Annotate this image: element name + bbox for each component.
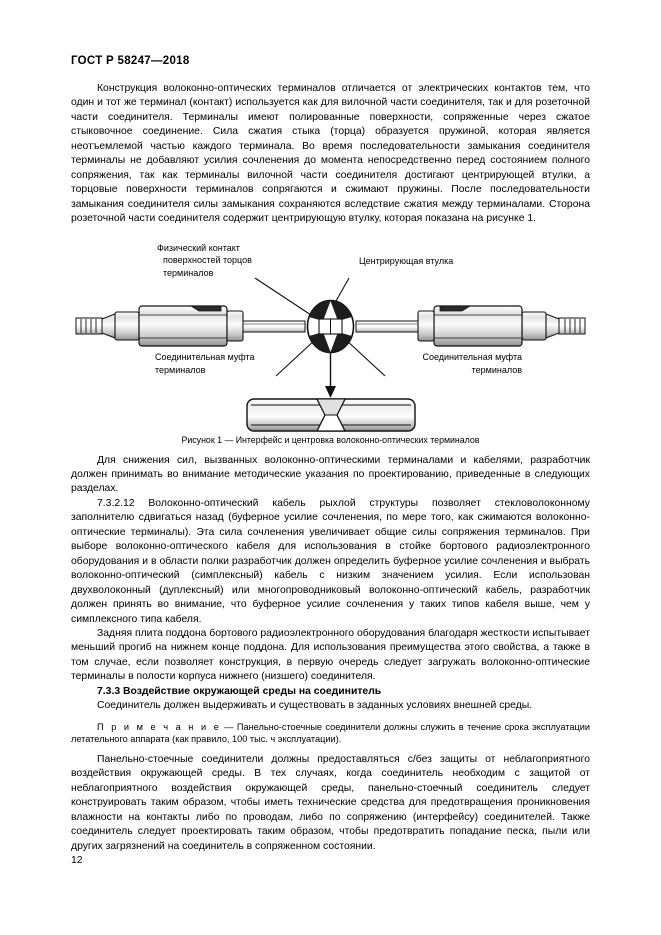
left-terminal-assembly [76, 306, 305, 346]
note-spacer-bottom [71, 746, 590, 753]
centering-sleeve-detail [308, 300, 354, 352]
right-terminal-assembly [356, 306, 585, 346]
down-arrow-icon [325, 353, 336, 398]
figure-label-physical-contact [157, 242, 252, 280]
figure-label-coupling-right [392, 351, 522, 377]
figure-label-physical-contact-line-1: Физический контакт [157, 242, 240, 253]
figure-label-coupling-left-line-1: Соединительная муфта [155, 351, 255, 362]
note-block [71, 721, 590, 746]
page-number: 12 [71, 855, 83, 866]
figure-1-illustration [71, 239, 590, 434]
figure-label-coupling-right-line-2: терминалов [471, 364, 522, 375]
paragraph-3: 7.3.2.12 Волоконно-оптический кабель рыхлой структуры позволяет стекловолоконному заполнителю сдвигаться назад (буферное усилие сочленения, по мере того, как сжимаются волоконно-оптические терминалы). Эта сила сочленения увеличивает общие силы сопряжения терминалов. При выборе волоконно-оптического кабеля для использования в стойке бортового радиоэлектронного оборудования и в области полки разработчик должен определить буферное усилие сочленения и выбрать волоконно-оптический (симплексный) кабель с низким значением усилия. Если использован двухволоконный (дуплексный) или многопроводниковый волоконно-оптический кабель, разработчик должен принять во внимание, что буферное усилие сочленения у таких типов кабеля выше, чем у симплексного типа кабеля. [71, 497, 590, 625]
note-label: П р и м е ч а н и е [97, 721, 221, 732]
figure-label-coupling-left [155, 351, 255, 377]
figure-label-physical-contact-line-2: поверхностей торцов [163, 255, 252, 266]
standard-header: ГОСТ Р 58247—2018 [71, 55, 190, 67]
figure-1 [71, 239, 590, 454]
figure-label-coupling-left-line-2: терминалов [155, 364, 206, 375]
paragraph-2: Для снижения сил, вызванных волоконно-оптическими терминалами и кабелями, разработчик должен принимать во внимание методические указания по проектированию, приведенные в следующих разделах. [71, 454, 590, 495]
section-heading-7-3-3: 7.3.3 Воздействие окружающей среды на соединитель [97, 685, 382, 697]
figure-caption: Рисунок 1 — Интерфейс и центровка волоконно-оптических терминалов [181, 434, 480, 445]
figure-label-centering-sleeve: Центрирующая втулка [359, 255, 454, 266]
figure-label-physical-contact-line-3: терминалов [163, 267, 214, 278]
paragraph-1: Конструкция волоконно-оптических терминалов отличается от электрических контактов тем, что один и тот же терминал (контакт) используется как для вилочной части соединителя, так и для розеточной части соединителя. Терминалы имеют полированные поверхности, сопряженные через сжатое стыковочное соединение. Сила сжатия стыка (торца) образуется пружиной, которая является неотъемлемой частью каждого терминала. Во время последовательности замыкания соединителя терминалы не добавляют усилия сочленения до момента непосредственно перед состоянием полного сопряжения, так как терминалы вилочной части соединителя достигают центрирующей втулки, а торцовые поверхности терминалов сопрягаются и сжимают пружины. После последовательности замыкания соединителя силы замыкания сохраняются вследствие сжатия между терминалами. Сторона розеточной части соединителя содержит центрирующую втулку, которая показана на рисунке 1. [71, 83, 590, 225]
paragraph-6: Панельно-стоечные соединители должны предоставляться с/без защиты от неблагоприятного воздействия окружающей среды. В тех случаях, когда соединитель необходим с защитой от неблагоприятного воздействия окружающей среды, панельно-стоечный соединитель следует конструировать таким образом, чтобы иметь технические средства для предотвращения проникновения влажности на контакты либо по проводам, либо по сопряжению (интерфейсу) соединителей. Также соединитель следует проектировать таким образом, чтобы предотвратить попадание песка, пыли или других загрязнений на соединитель в сопряженном состоянии. [71, 753, 590, 852]
note-text: — Панельно-стоечные соединители должны служить в течение срока эксплуатации летательного аппарата (как правило, 100 тыс. ч эксплуатации). [71, 721, 590, 745]
note-spacer-top [71, 714, 590, 721]
paragraph-4: Задняя плита поддона бортового радиоэлектронного оборудования благодаря жесткости испытывает меньший прогиб на нижнем конце поддона. Для использования преимущества этого свойства, а также в том случае, если позволяет конструкция, в первую очередь следует загружать волоконно-оптические терминалы в полости корпуса нижнего (низшего) соединителя. [71, 627, 590, 683]
figure-label-coupling-right-line-1: Соединительная муфта [422, 351, 522, 362]
mated-sleeve-detail [247, 399, 415, 431]
page-content [71, 82, 590, 854]
paragraph-5: Соединитель должен выдерживать и существовать в заданных условиях внешней среды. [97, 700, 533, 712]
